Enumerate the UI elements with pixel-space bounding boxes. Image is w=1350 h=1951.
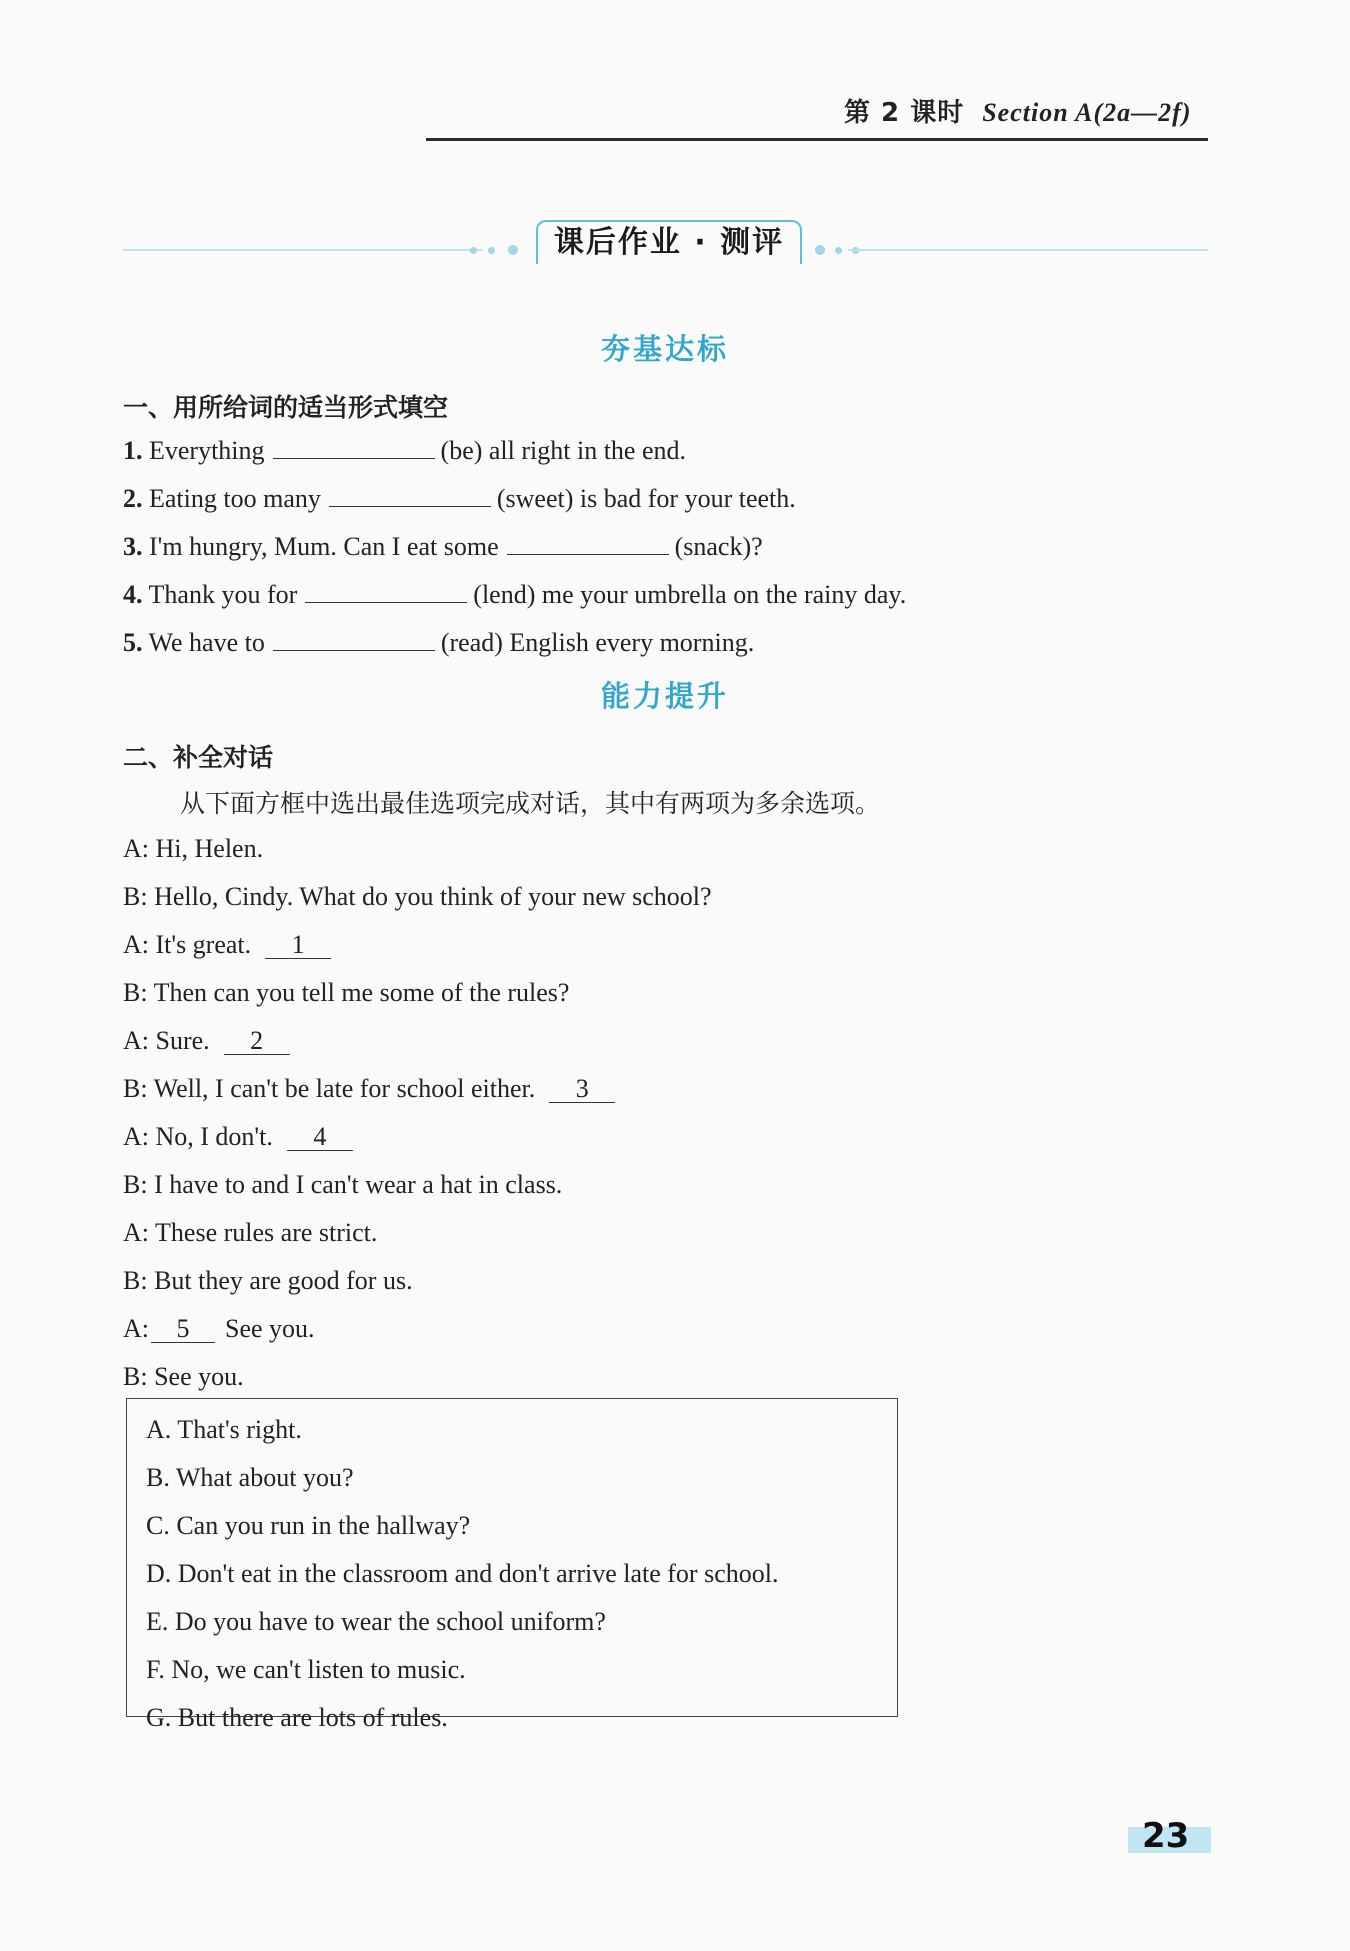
dialogue-blank-2[interactable]: 2 [224,1028,290,1055]
option-c: C. Can you run in the hallway? [146,1511,471,1540]
dialogue-line: A: Hi, Helen. [123,834,264,863]
banner-line-left [123,249,483,251]
answer-blank[interactable] [329,482,491,507]
answer-blank[interactable] [273,626,435,651]
banner-dot [508,245,518,255]
dialogue-line: A: Sure. 2 [123,1026,290,1056]
dialogue-line: B: Then can you tell me some of the rules? [123,978,570,1007]
fill-item-5: 5. We have to (read) English every morning. [123,628,755,657]
banner-line-right [848,249,1208,251]
option-b: B. What about you? [146,1463,354,1492]
part2-instruction: 从下面方框中选出最佳选项完成对话，其中有两项为多余选项。 [180,789,881,818]
option-g: G. But there are lots of rules. [146,1703,448,1732]
dialogue-line: A: These rules are strict. [123,1218,378,1247]
option-e: E. Do you have to wear the school uniform? [146,1607,606,1636]
dialogue-blank-1[interactable]: 1 [265,932,331,959]
dialogue-line: B: Hello, Cindy. What do you think of your new school? [123,882,712,911]
fill-item-2: 2. Eating too many (sweet) is bad for your teeth. [123,484,796,513]
dialogue-line: A: It's great. 1 [123,930,331,960]
part1-heading: 一、用所给词的适当形式填空 [123,393,449,422]
banner-title: 课后作业 · 测评 [536,220,802,264]
header-rule [426,138,1208,141]
dialogue-line: B: I have to and I can't wear a hat in class. [123,1170,563,1199]
banner-dot [488,247,495,254]
option-f: F. No, we can't listen to music. [146,1655,466,1684]
answer-blank[interactable] [305,578,467,603]
dialogue-line: B: But they are good for us. [123,1266,413,1295]
banner-dot [835,247,842,254]
dialogue-blank-3[interactable]: 3 [549,1076,615,1103]
banner-dot [815,245,825,255]
dialogue-line: B: See you. [123,1362,244,1391]
section-title-basic: 夯基达标 [600,332,729,366]
dialogue-blank-4[interactable]: 4 [287,1124,353,1151]
answer-blank[interactable] [507,530,669,555]
fill-item-3: 3. I'm hungry, Mum. Can I eat some (snack)? [123,532,763,561]
dialogue-line: A: 5 See you. [123,1314,315,1343]
option-a: A. That's right. [146,1415,302,1444]
option-d: D. Don't eat in the classroom and don't arrive late for school. [146,1559,779,1588]
dialogue-blank-5[interactable]: 5 [151,1316,215,1343]
answer-blank[interactable] [273,434,435,459]
lesson-label: 第 2 课时 [844,98,965,128]
banner-dot [470,247,477,254]
dialogue-line: A: No, I don't. 4 [123,1122,353,1152]
page-header [844,92,1192,129]
fill-item-1: 1. Everything (be) all right in the end. [123,436,687,465]
fill-item-4: 4. Thank you for (lend) me your umbrella on the rainy day. [123,580,907,609]
section-title-advanced: 能力提升 [600,679,729,713]
dialogue-line: B: Well, I can't be late for school either. 3 [123,1074,615,1104]
page-number: 23 [1142,1816,1190,1856]
section-label: Section A(2a—2f) [982,98,1192,127]
part2-heading: 二、补全对话 [123,743,274,772]
